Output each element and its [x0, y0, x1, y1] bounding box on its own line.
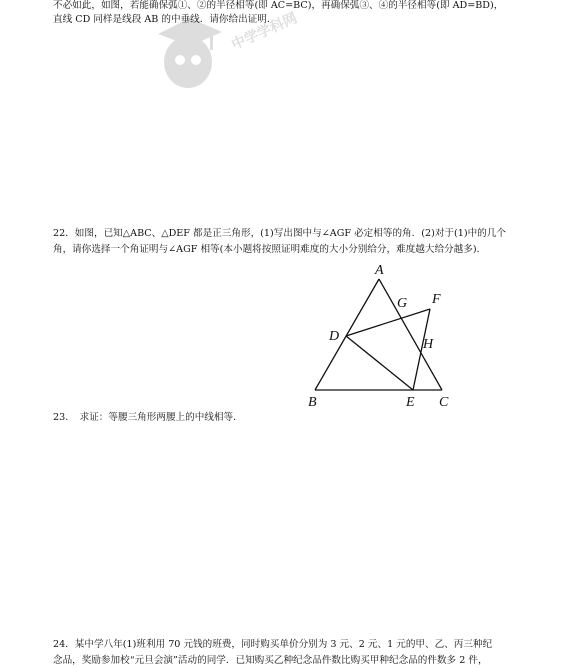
segment-df [346, 309, 430, 336]
question-24-line-2: 念品，奖励参加校“元旦会演”活动的同学．已知购买乙种纪念品件数比购买甲种纪念品的件数多 2 件， [53, 655, 488, 666]
question-22-line-1: 22．如图，已知△ABC、△DEF 都是正三角形，(1)写出图中与∠AGF 必定相等的角．(2)对于(1)中的几个 [53, 228, 506, 239]
segment-de [346, 336, 413, 390]
point-label-a: A [375, 263, 384, 278]
question-23: 23． 求证：等腰三角形两腰上的中线相等． [53, 412, 243, 423]
point-label-b: B [308, 395, 317, 410]
mascot-icon [150, 0, 230, 100]
point-label-f: F [432, 292, 441, 307]
text-line-1: 不必如此，如图，若能确保弧①、②的半径相等(即 AC=BC)，再确保弧③、④的半径相等(即 AD=BD)， [53, 0, 504, 11]
watermark [150, 0, 320, 105]
triangle-figure [300, 258, 460, 410]
segment-ab [315, 279, 379, 390]
point-label-d: D [329, 329, 340, 344]
question-22-line-2: 角，请你选择一个角证明与∠AGF 相等(本小题将按照证明难度的大小分别给分，难度越大给分越多)． [53, 244, 487, 255]
point-label-e: E [406, 395, 415, 410]
point-label-g: G [397, 296, 408, 311]
watermark-text: 中学学科网 [229, 10, 300, 54]
point-label-c: C [439, 395, 449, 410]
text-line-2: 直线 CD 同样是线段 AB 的中垂线．请你给出证明． [53, 14, 277, 25]
question-24-line-1: 24．某中学八年(1)班利用 70 元钱的班费，同时购买单价分别为 3 元、2 元、1 元的甲、乙、丙三种纪 [53, 639, 493, 650]
point-label-h: H [423, 337, 434, 352]
